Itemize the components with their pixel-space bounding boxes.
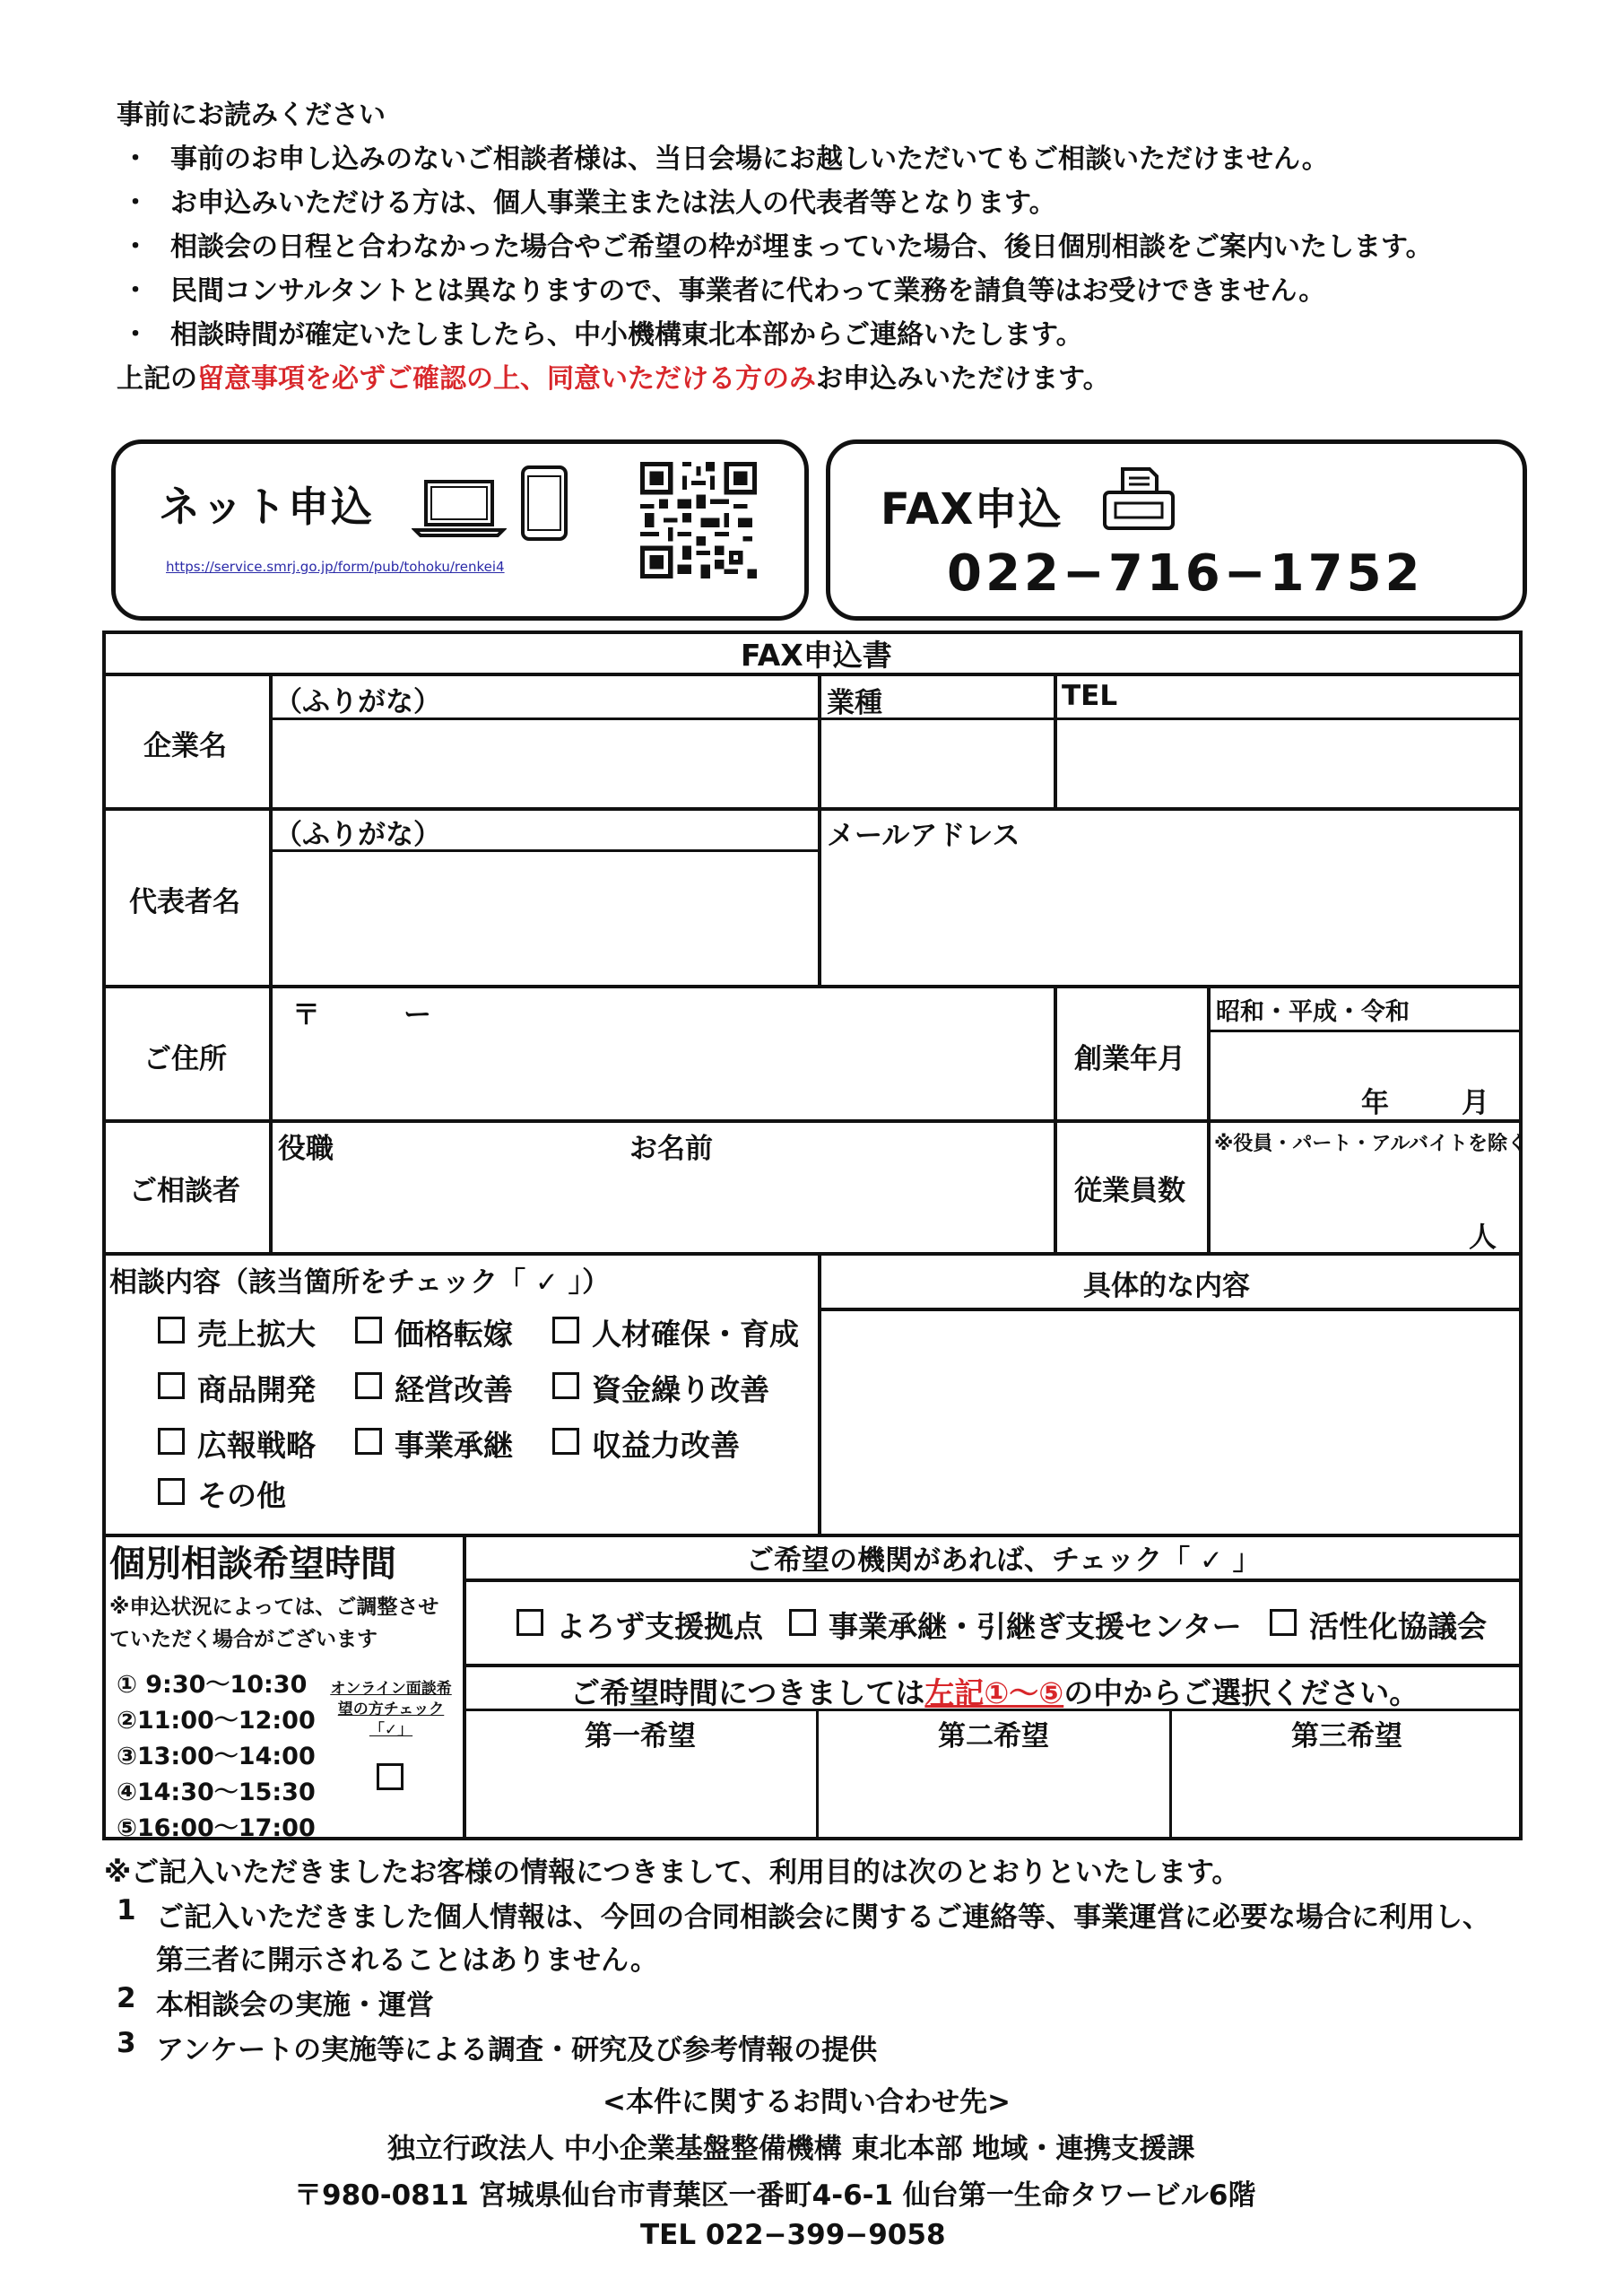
tel-field[interactable] (1059, 721, 1518, 804)
choice-2-label: 第二希望 (938, 1720, 1049, 1752)
month-unit: 月 (1462, 1087, 1489, 1119)
address-label: ご住所 (143, 1043, 227, 1075)
company-name-field[interactable] (274, 723, 812, 804)
time-instruction-emphasis: 左記①～⑤ (924, 1675, 1064, 1710)
contact-tel: TEL 022−399−9058 (640, 2219, 946, 2251)
email-field[interactable] (823, 852, 1518, 981)
topic-checkbox[interactable]: 広報戦略 (158, 1422, 316, 1465)
confirm-line: 上記の留意事項を必ずご確認の上、同意いただける方のみお申込みいただけます。 (117, 363, 1110, 395)
checkbox[interactable] (158, 1317, 185, 1344)
checkbox[interactable] (789, 1609, 816, 1636)
rep-furigana-label: （ふりがな） (274, 819, 441, 851)
choice-3-label: 第三希望 (1291, 1720, 1402, 1752)
privacy-text: アンケートの実施等による調査・研究及び参考情報の提供 (156, 2034, 878, 2066)
checkbox[interactable] (1270, 1609, 1297, 1636)
postal-label: 〒 ー (292, 999, 431, 1031)
checkbox[interactable] (355, 1317, 382, 1344)
year-unit: 年 (1361, 1087, 1389, 1119)
privacy-text: 本相談会の実施・運営 (156, 1989, 434, 2022)
agency-checkbox[interactable]: 活性化協議会 (1270, 1604, 1487, 1646)
fax-number: 022−716−1752 (947, 544, 1424, 603)
position-label: 役職 (278, 1133, 334, 1165)
consultant-field[interactable] (274, 1166, 1049, 1248)
agency-checkbox[interactable]: 事業承継・引継ぎ支援センター (789, 1604, 1242, 1646)
time-instruction: ご希望時間につきましては左記①～⑤の中からご選択ください。 (570, 1675, 1419, 1710)
schedule-note: ※申込状況によっては、ご調整させていただく場合がございます (109, 1596, 439, 1651)
checkbox[interactable] (355, 1428, 382, 1455)
checkbox[interactable] (516, 1609, 543, 1636)
confirm-emphasis: 留意事項を必ずご確認の上、同意いただける方のみ (197, 363, 816, 395)
agency-heading: ご希望の機関があれば、チェック「 ✓ 」 (746, 1544, 1261, 1577)
fax-title: FAX申込 (881, 484, 1063, 535)
privacy-text: ご記入いただきました個人情報は、今回の合同相談会に関するご連絡等、事業運営に必要な場合に利用し、 (156, 1901, 1490, 1934)
company-furigana-label: （ふりがな） (274, 686, 441, 718)
choice-1-field[interactable] (468, 1754, 812, 1837)
checkbox[interactable] (552, 1372, 579, 1399)
online-label: オンライン面談希望の方チェック「✓」 (330, 1680, 452, 1739)
privacy-num: 3 (117, 2027, 136, 2059)
topic-checkbox[interactable]: 収益力改善 (552, 1422, 740, 1465)
consultant-label: ご相談者 (129, 1175, 240, 1207)
note-item: ・ 民間コンサルタントとは異なりますので、事業者に代わって業務を請負等はお受けできません。 (122, 275, 1326, 307)
privacy-intro: ※ご記入いただきましたお客様の情報につきまして、利用目的は次のとおりといたします。 (104, 1857, 1240, 1889)
contact-heading: <本件に関するお問い合わせ先> (603, 2086, 1011, 2118)
slot: ②11:00～12:00 (117, 1707, 316, 1735)
topic-checkbox[interactable]: 資金繰り改善 (552, 1367, 769, 1409)
details-heading: 具体的な内容 (1083, 1270, 1250, 1302)
employees-note: ※役員・パート・アルバイトを除く (1214, 1133, 1527, 1155)
contact-address: 〒980-0811 宮城県仙台市青葉区一番町4-6-1 仙台第一生命タワービル6階 (294, 2179, 1256, 2212)
topic-checkbox[interactable]: その他 (158, 1473, 286, 1515)
person-unit: 人 (1469, 1222, 1497, 1254)
note-item: ・ 相談時間が確定いたしましたら、中小機構東北本部からご連絡いたします。 (122, 319, 1083, 351)
privacy-num: 2 (117, 1982, 136, 2014)
topic-checkbox[interactable]: 商品開発 (158, 1367, 316, 1409)
note-item: ・ 相談会の日程と合わなかった場合やご希望の枠が埋まっていた場合、後日個別相談をご案内いたします。 (122, 231, 1433, 263)
employees-label: 従業員数 (1074, 1175, 1185, 1207)
note-item: ・ お申込みいただける方は、個人事業主または法人の代表者等となります。 (122, 187, 1056, 219)
schedule-heading: 個別相談希望時間 (109, 1544, 396, 1585)
checkbox[interactable] (552, 1428, 579, 1455)
online-checkbox[interactable] (377, 1763, 404, 1790)
checkbox[interactable] (355, 1372, 382, 1399)
topics-heading: 相談内容（該当箇所をチェック「 ✓ 」） (109, 1266, 611, 1299)
slot: ① 9:30～10:30 (117, 1671, 308, 1699)
checkbox[interactable] (158, 1478, 185, 1505)
slot: ③13:00～14:00 (117, 1743, 316, 1770)
privacy-num: 1 (117, 1894, 136, 1926)
checkbox[interactable] (158, 1428, 185, 1455)
industry-label: 業種 (827, 687, 882, 719)
topic-checkbox[interactable]: 事業承継 (355, 1422, 513, 1465)
agency-checkbox[interactable]: よろず支援拠点 (516, 1604, 763, 1646)
topic-checkbox[interactable]: 経営改善 (355, 1367, 513, 1409)
choice-1-label: 第一希望 (585, 1720, 696, 1752)
note-item: ・ 事前のお申し込みのないご相談者様は、当日会場にお越しいただいてもご相談いただけません。 (122, 144, 1329, 175)
slot: ⑤16:00～17:00 (117, 1814, 316, 1842)
choice-2-field[interactable] (821, 1754, 1166, 1837)
slot: ④14:30～15:30 (117, 1779, 316, 1806)
address-field[interactable] (274, 1031, 1049, 1116)
representative-label: 代表者名 (129, 886, 240, 918)
checkbox[interactable] (158, 1372, 185, 1399)
topic-checkbox[interactable]: 売上拡大 (158, 1311, 316, 1353)
founded-label: 創業年月 (1074, 1043, 1185, 1075)
checkbox[interactable] (552, 1317, 579, 1344)
tel-label: TEL (1062, 680, 1118, 712)
choice-3-field[interactable] (1175, 1754, 1519, 1837)
contact-org: 独立行政法人 中小企業基盤整備機構 東北本部 地域・連携支援課 (387, 2133, 1195, 2165)
topic-checkbox[interactable]: 価格転嫁 (355, 1311, 513, 1353)
form-title: FAX申込書 (741, 638, 892, 673)
net-url-link[interactable]: https://service.smrj.go.jp/form/pub/tohoku/renkei4 (166, 559, 505, 575)
privacy-text-cont: 第三者に開示されることはありません。 (156, 1944, 658, 1977)
notes-heading: 事前にお読みください (117, 100, 386, 131)
topic-checkbox[interactable]: 人材確保・育成 (552, 1311, 799, 1353)
email-label: メールアドレス (827, 820, 1020, 852)
era-label: 昭和・平成・令和 (1216, 998, 1410, 1026)
net-title: ネット申込 (159, 483, 374, 531)
details-field[interactable] (823, 1313, 1518, 1530)
representative-name-field[interactable] (274, 854, 812, 981)
industry-field[interactable] (823, 721, 1049, 804)
name-label: お名前 (629, 1133, 713, 1165)
company-label: 企業名 (143, 730, 227, 762)
